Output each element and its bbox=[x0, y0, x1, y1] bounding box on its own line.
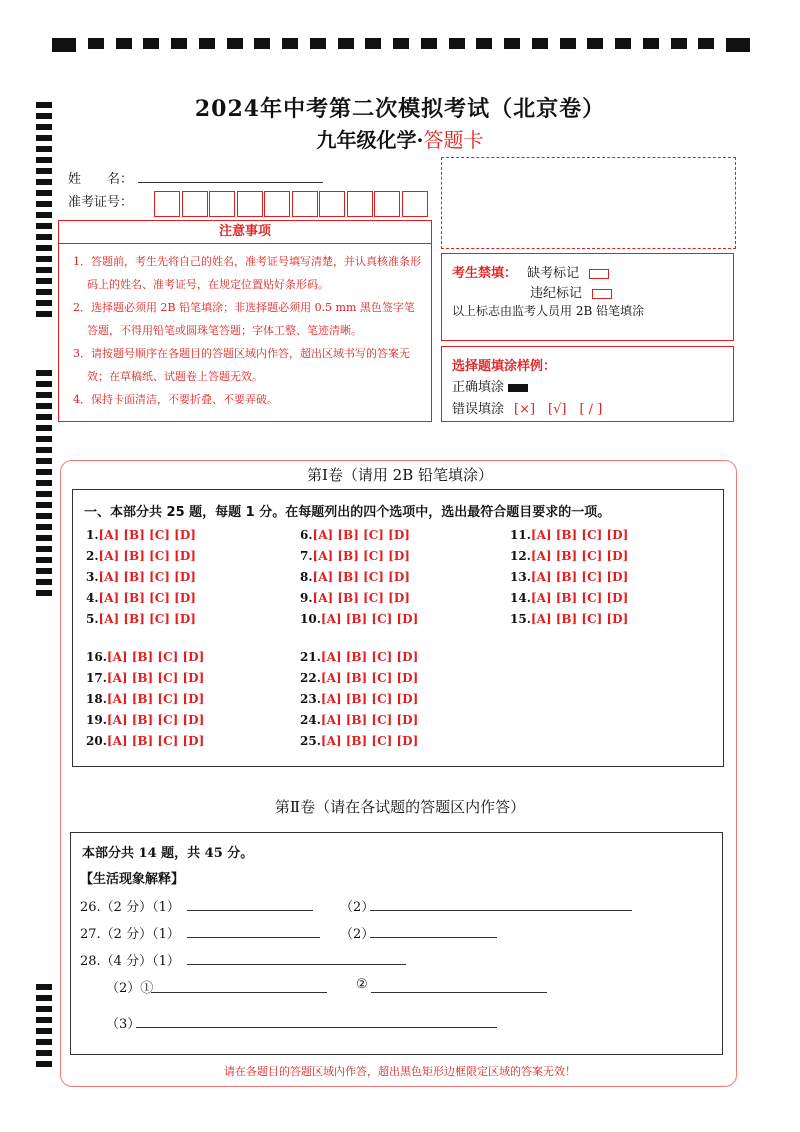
choice-question-row[interactable] bbox=[300, 591, 410, 605]
forbidden-note: 以上标志由监考人员用 2B 铅笔填涂 bbox=[452, 304, 645, 318]
name-line[interactable] bbox=[138, 182, 323, 183]
notice-heading: 注意事项 bbox=[59, 221, 431, 244]
barcode-area bbox=[441, 157, 736, 249]
answer-options[interactable]: [A] [B] [C] [D] bbox=[98, 591, 196, 605]
choice-question-row[interactable] bbox=[86, 570, 196, 584]
choice-question-row[interactable] bbox=[86, 734, 204, 748]
answer-options[interactable]: [A] [B] [C] [D] bbox=[106, 650, 205, 664]
q28-label: 28.（4 分）（1） bbox=[80, 954, 180, 969]
sample-label: 选择题填涂样例： bbox=[452, 359, 557, 374]
q26-label: 26.（2 分）（1） bbox=[80, 900, 180, 915]
subtitle-red-text: 答题卡 bbox=[423, 128, 484, 152]
part2-title: 第Ⅱ卷（请在各试题的答题区内作答） bbox=[274, 798, 526, 816]
answer-options[interactable]: [A] [B] [C] [D] bbox=[530, 591, 629, 605]
absent-label: 缺考标记 bbox=[527, 266, 580, 281]
question-number: 15. bbox=[510, 612, 531, 626]
answer-options[interactable]: [A] [B] [C] [D] bbox=[98, 528, 196, 542]
question-number: 25. bbox=[300, 734, 321, 748]
answer-options[interactable]: [A] [B] [C] [D] bbox=[320, 713, 419, 727]
question-number: 9. bbox=[300, 591, 313, 605]
subtitle-text: 九年级化学· bbox=[316, 128, 424, 152]
answer-options[interactable]: [A] [B] [C] [D] bbox=[320, 671, 419, 685]
footer-warning: 请在各题目的答题区域内作答，超出黑色矩形边框限定区域的答案无效！ bbox=[224, 1065, 576, 1078]
q28-1-answer-line[interactable] bbox=[187, 964, 406, 965]
q28-2a-answer-line[interactable] bbox=[151, 992, 327, 993]
forbidden-label: 考生禁填： bbox=[452, 266, 518, 281]
question-number: 1. bbox=[86, 528, 99, 542]
choice-question-row[interactable] bbox=[510, 528, 628, 542]
choice-question-row[interactable] bbox=[300, 692, 418, 706]
choice-question-row[interactable] bbox=[300, 549, 410, 563]
answer-options[interactable]: [A] [B] [C] [D] bbox=[530, 570, 629, 584]
violation-label: 违纪标记 bbox=[530, 286, 583, 301]
q28-2b-label: ② bbox=[356, 977, 368, 992]
notice-box bbox=[58, 220, 432, 422]
q28-2b-answer-line[interactable] bbox=[371, 992, 547, 993]
q26-2-label: （2） bbox=[340, 900, 375, 915]
answer-options[interactable]: [A] [B] [C] [D] bbox=[320, 612, 419, 626]
question-number: 20. bbox=[86, 734, 107, 748]
choice-question-row[interactable] bbox=[86, 692, 204, 706]
question-number: 24. bbox=[300, 713, 321, 727]
id-number-boxes[interactable] bbox=[154, 191, 429, 217]
notice-item: 3．请按题号顺序在各题目的答题区域内作答，超出区域书写的答案无效；在草稿纸、试题卷上答题无效。 bbox=[73, 347, 410, 383]
question-number: 21. bbox=[300, 650, 321, 664]
correct-sample-mark bbox=[508, 384, 528, 392]
choice-question-row[interactable] bbox=[510, 612, 628, 626]
answer-options[interactable]: [A] [B] [C] [D] bbox=[530, 549, 629, 563]
choice-question-row[interactable] bbox=[300, 650, 418, 664]
question-number: 2. bbox=[86, 549, 99, 563]
q27-2-answer-line[interactable] bbox=[370, 937, 497, 938]
choice-question-row[interactable] bbox=[86, 528, 196, 542]
choice-question-row[interactable] bbox=[300, 528, 410, 542]
question-number: 16. bbox=[86, 650, 107, 664]
answer-options[interactable]: [A] [B] [C] [D] bbox=[98, 549, 196, 563]
notice-item: 2．选择题必须用 2B 铅笔填涂；非选择题必须用 0.5 mm 黑色签字笔答题，不得用铅笔或圆珠笔答题；字体工整、笔迹清晰。 bbox=[73, 301, 415, 337]
choice-question-row[interactable] bbox=[300, 671, 418, 685]
choice-question-row[interactable] bbox=[86, 591, 196, 605]
answer-options[interactable]: [A] [B] [C] [D] bbox=[106, 692, 205, 706]
q28-3-label: （3） bbox=[106, 1017, 141, 1032]
choice-question-row[interactable] bbox=[300, 734, 418, 748]
choice-question-row[interactable] bbox=[86, 549, 196, 563]
written-answer-box bbox=[70, 832, 723, 1055]
sample-box bbox=[441, 346, 734, 422]
question-number: 4. bbox=[86, 591, 99, 605]
question-number: 3. bbox=[86, 570, 99, 584]
question-number: 22. bbox=[300, 671, 321, 685]
correct-label: 正确填涂 bbox=[452, 380, 505, 395]
question-number: 12. bbox=[510, 549, 531, 563]
question-number: 6. bbox=[300, 528, 313, 542]
page-title: 2024年中考第二次模拟考试（北京卷） bbox=[194, 96, 606, 122]
question-number: 8. bbox=[300, 570, 313, 584]
question-number: 11. bbox=[510, 528, 531, 542]
top-timing-marks bbox=[52, 38, 750, 52]
question-number: 14. bbox=[510, 591, 531, 605]
page-subtitle bbox=[0, 124, 800, 153]
answer-options[interactable]: [A] [B] [C] [D] bbox=[320, 692, 419, 706]
part2-intro: 本部分共 14 题，共 45 分。 bbox=[82, 846, 254, 861]
question-number: 13. bbox=[510, 570, 531, 584]
side-timing-marks-mid bbox=[36, 370, 52, 601]
question-number: 5. bbox=[86, 612, 99, 626]
choice-question-row[interactable] bbox=[86, 713, 204, 727]
answer-options[interactable]: [A] [B] [C] [D] bbox=[106, 734, 205, 748]
wrong-sample-marks: [×] [√] [ / ] bbox=[514, 402, 603, 417]
choice-question-row[interactable] bbox=[510, 549, 628, 563]
answer-options[interactable]: [A] [B] [C] [D] bbox=[106, 713, 205, 727]
choice-question-row[interactable] bbox=[510, 591, 628, 605]
answer-options[interactable]: [A] [B] [C] [D] bbox=[312, 528, 410, 542]
q27-2-label: （2） bbox=[340, 927, 375, 942]
answer-options[interactable]: [A] [B] [C] [D] bbox=[106, 671, 205, 685]
answer-options[interactable]: [A] [B] [C] [D] bbox=[98, 570, 196, 584]
question-number: 17. bbox=[86, 671, 107, 685]
question-number: 7. bbox=[300, 549, 313, 563]
q27-1-answer-line[interactable] bbox=[187, 937, 320, 938]
answer-options[interactable]: [A] [B] [C] [D] bbox=[98, 612, 196, 626]
question-number: 19. bbox=[86, 713, 107, 727]
answer-options[interactable]: [A] [B] [C] [D] bbox=[312, 591, 410, 605]
answer-options[interactable]: [A] [B] [C] [D] bbox=[320, 650, 419, 664]
absent-mark[interactable] bbox=[589, 269, 609, 279]
answer-options[interactable]: [A] [B] [C] [D] bbox=[320, 734, 419, 748]
q26-2-answer-line[interactable] bbox=[370, 910, 632, 911]
question-number: 18. bbox=[86, 692, 107, 706]
question-number: 23. bbox=[300, 692, 321, 706]
part1-instruction: 一、本部分共 25 题，每题 1 分。在每题列出的四个选项中，选出最符合题目要求的一项。 bbox=[84, 505, 611, 520]
forbidden-box bbox=[441, 253, 734, 341]
q28-3-answer-line[interactable] bbox=[136, 1027, 497, 1028]
choice-question-row[interactable] bbox=[86, 612, 196, 626]
q26-1-answer-line[interactable] bbox=[187, 910, 313, 911]
answer-options[interactable]: [A] [B] [C] [D] bbox=[530, 528, 629, 542]
choice-question-row[interactable] bbox=[300, 612, 418, 626]
notice-item: 4．保持卡面清洁，不要折叠、不要弄破。 bbox=[73, 393, 278, 406]
wrong-label: 错误填涂 bbox=[452, 402, 505, 417]
answer-options[interactable]: [A] [B] [C] [D] bbox=[312, 570, 410, 584]
id-label: 准考证号： bbox=[68, 195, 134, 210]
violation-mark[interactable] bbox=[592, 289, 612, 299]
question-number: 10. bbox=[300, 612, 321, 626]
notice-item: 1．答题前，考生先将自己的姓名，准考证号填写清楚，并认真核准条形码上的姓名、准考证号，在规定位置贴好条形码。 bbox=[73, 255, 421, 291]
side-timing-marks-bottom bbox=[36, 984, 52, 1072]
section-heading: 【生活现象解释】 bbox=[80, 872, 185, 887]
name-label: 姓 名： bbox=[68, 172, 134, 187]
choice-question-row[interactable] bbox=[300, 713, 418, 727]
q28-2-label: （2）① bbox=[106, 981, 154, 996]
choice-question-row[interactable] bbox=[86, 650, 204, 664]
part1-title: 第Ⅰ卷（请用 2B 铅笔填涂） bbox=[306, 466, 494, 484]
choice-question-row[interactable] bbox=[510, 570, 628, 584]
choice-question-row[interactable] bbox=[86, 671, 204, 685]
q27-label: 27.（2 分）（1） bbox=[80, 927, 180, 942]
answer-options[interactable]: [A] [B] [C] [D] bbox=[530, 612, 629, 626]
choice-question-row[interactable] bbox=[300, 570, 410, 584]
answer-options[interactable]: [A] [B] [C] [D] bbox=[312, 549, 410, 563]
